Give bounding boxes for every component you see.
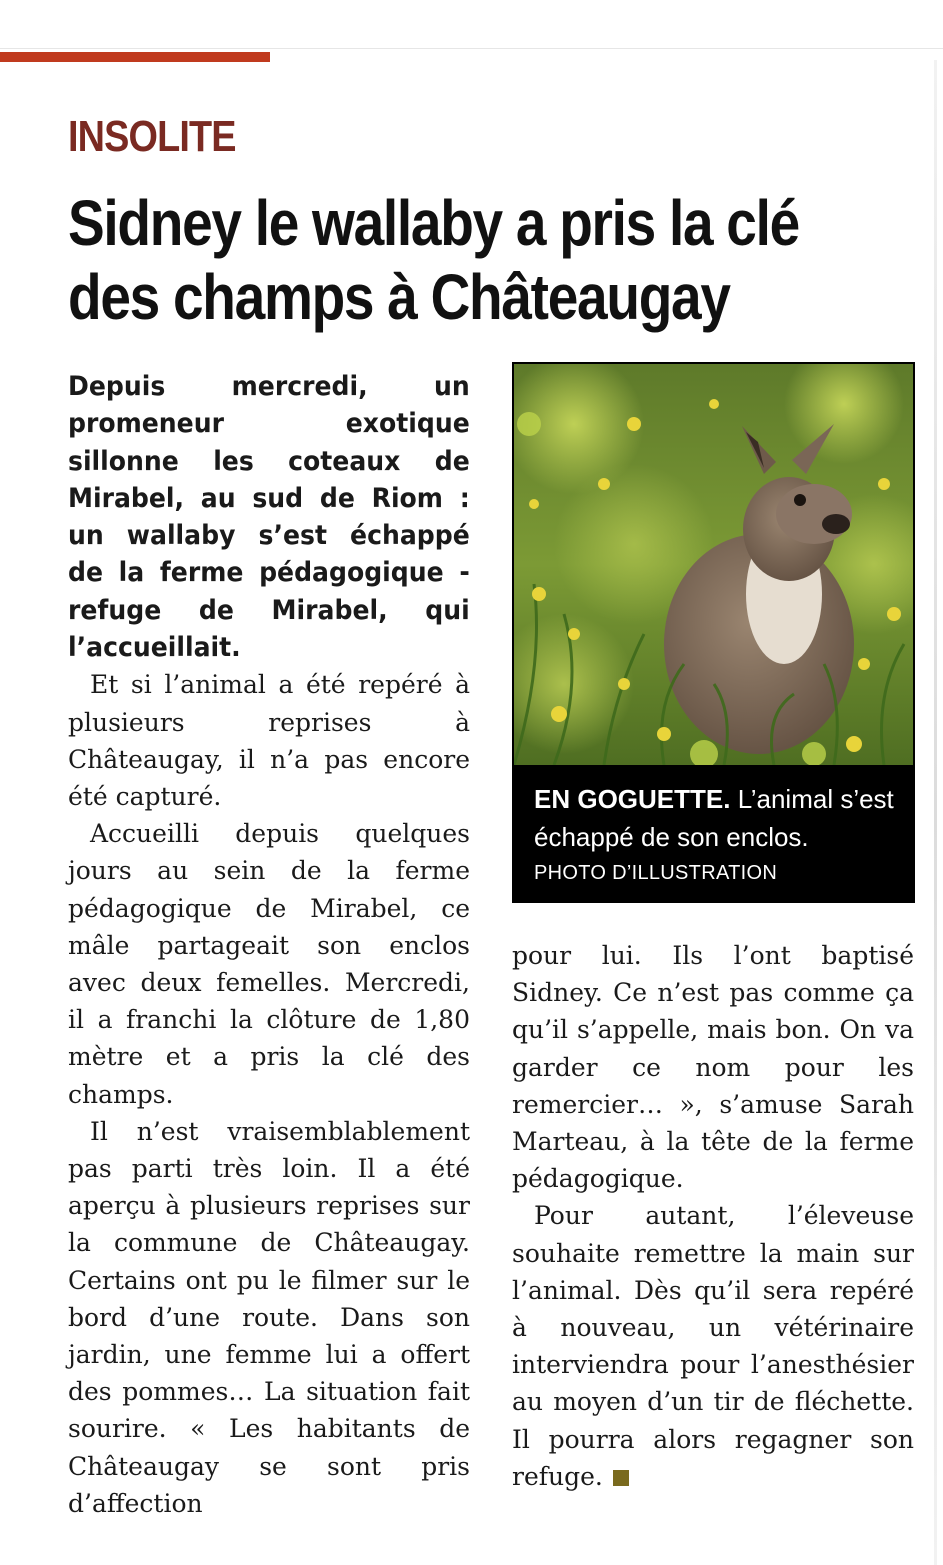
wallaby-photo (514, 364, 913, 765)
article-headline: Sidney le wallaby a pris la clé des champs à Châteaugay (68, 187, 799, 333)
article-paragraph: pour lui. Ils l’ont baptisé Sidney. Ce n’est pas comme ça qu’il s’appelle, mais bon. On va garder ce nom pour les remercier… », s’amuse Sarah Marteau, à la tête de la ferme pédagogique. (512, 941, 914, 1194)
rubric-bar (0, 52, 270, 62)
photo-box (512, 362, 915, 903)
article-paragraph-text: Pour autant, l’éleveuse souhaite remettre la main sur l’animal. Dès qu’il sera repéré à nouveau, un vétérinaire interviendra pour l’anesthésier au moyen d’un tir de fléchette. Il pourra alors regagner son refuge. (512, 1201, 914, 1491)
photo-credit: PHOTO D’ILLUSTRATION (534, 862, 778, 884)
rubric-label: INSOLITE (68, 112, 236, 161)
end-of-article-mark (613, 1470, 629, 1486)
article-column-left (68, 368, 470, 1522)
wallaby-illustration (514, 364, 913, 765)
photo-caption (534, 780, 904, 885)
article-paragraph-last (512, 1197, 914, 1495)
caption-text: L’animal s’est échappé de son enclos. (534, 784, 894, 852)
article-paragraph: Il n’est vraisemblablement pas parti très loin. Il a été aperçu à plusieurs reprises sur la commune de Châteaugay. Certains ont pu le filmer sur le bord d’une route. Dans son jardin, une femme lui a offert des pommes… La situation fait sourire. « Les habitants de Châteaugay se sont pris d’affection (68, 1116, 470, 1518)
page-edge-rule (934, 60, 937, 1565)
article-lead: Depuis mercredi, un promeneur exotique sillonne les coteaux de Mirabel, au sud de Riom : un wallaby s’est échappé de la ferme pédagogique - refuge de Mirabel, qui l’accueillait. (68, 371, 470, 664)
previous-article-strip (0, 0, 943, 49)
caption-title: EN GOGUETTE. (534, 784, 731, 814)
article-paragraph: Accueilli depuis quelques jours au sein de la ferme pédagogique de Mirabel, ce mâle partageait son enclos avec deux femelles. Mercredi, il a franchi la clôture de 1,80 mètre et a pris la clé des champs. (68, 819, 470, 1109)
article-paragraph: Et si l’animal a été repéré à plusieurs reprises à Châteaugay, il n’a pas encore été capturé. (68, 670, 470, 811)
article-column-right (512, 937, 914, 1495)
